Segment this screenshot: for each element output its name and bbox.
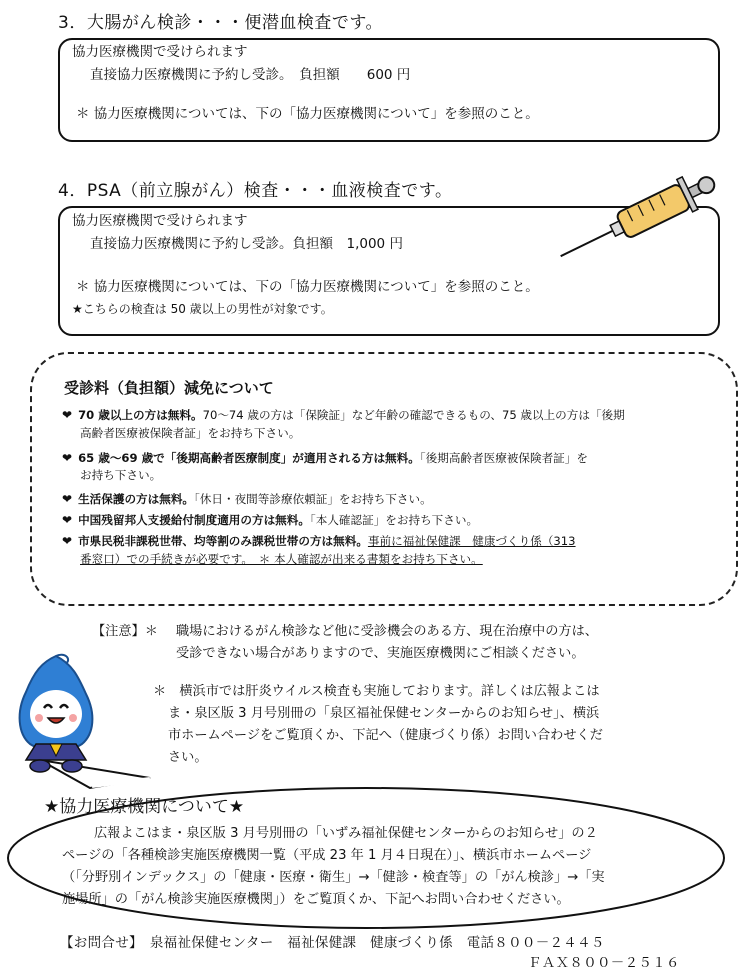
bullet-1-rest: 70～74 歳の方は「保険証」など年齢の確認できるもの、75 歳以上の方は「後期 [202, 408, 625, 422]
section4-heading: 4．PSA（前立腺がん）検査・・・血液検査です。 [58, 181, 453, 201]
section3-line2: 直接協力医療機関に予約し受診。 負担額 600 円 [90, 67, 411, 83]
bullet-5-bold: 市県民税非課税世帯、均等割のみ課税世帯の方は無料。 [78, 534, 368, 548]
heart-bullet-icon: ❤ [62, 451, 73, 465]
contact-fax: ＦＡＸ８００－２５１６ [528, 955, 680, 971]
hepatitis-line4: さい。 [168, 750, 208, 765]
notice-line2: 受診できない場合がありますので、実施医療機関にご相談ください。 [176, 646, 585, 661]
bullet-4-bold: 中国残留邦人支援給付制度適用の方は無料。 [78, 513, 310, 527]
bullet-2-continued: お持ち下さい。 [80, 468, 162, 482]
bullet-4-rest: 「本人確認証」をお持ち下さい。 [309, 513, 479, 527]
bullet-5-continued: 番窓口）での手続きが必要です。 ＊ 本人確認が出来る書類をお持ち下さい。 [80, 552, 483, 566]
section3-line1: 協力医療機関で受けられます [72, 44, 248, 60]
heart-bullet-icon: ❤ [62, 408, 73, 422]
hepatitis-line3: 市ホームページをご覧頂くか、下記へ（健康づくり係）お問い合わせくだ [168, 728, 603, 743]
section4-line3: ＊ 協力医療機関については、下の「協力医療機関について」を参照のこと。 [76, 279, 539, 295]
reduction-bullet-2 [62, 449, 588, 468]
hepatitis-line2: ま・泉区版 3 月号別冊の「泉区福祉保健センターからのお知らせ」、横浜 [168, 706, 600, 721]
section3-heading: 3．大腸がん検診・・・便潜血検査です。 [58, 13, 383, 33]
reduction-bullet-1 [62, 406, 625, 425]
bullet-1-bold: 70 歳以上の方は無料。 [78, 408, 203, 422]
mascot-icon [6, 652, 106, 780]
bullet-3-rest: 「休日・夜間等診療依頼証」をお持ち下さい。 [194, 492, 432, 506]
bullet-2-bold: 65 歳～69 歳で「後期高齢者医療制度」が適用される方は無料。 [78, 451, 420, 465]
bullet-3-bold: 生活保護の方は無料。 [78, 492, 195, 506]
bullet-1-continued: 高齢者医療被保険者証」をお持ち下さい。 [80, 426, 301, 440]
section4-line1: 協力医療機関で受けられます [72, 213, 248, 229]
heart-bullet-icon: ❤ [62, 492, 73, 506]
cooperating-title: ★協力医療機関について★ [44, 797, 245, 817]
cooperating-line1: 広報よこはま・泉区版 3 月号別冊の「いずみ福祉保健センターからのお知らせ」の２ [94, 826, 598, 841]
reduction-title: 受診料（負担額）減免について [64, 379, 274, 397]
cooperating-line2: ページの「各種検診実施医療機関一覧（平成 23 年 1 月４日現在）」、横浜市ホームページ [62, 848, 592, 863]
cooperating-line3: （「分野別インデックス」の「健康・医療・衛生」→「健診・検査等」の「がん検診」→「実 [62, 870, 605, 885]
heart-bullet-icon: ❤ [62, 534, 73, 548]
bullet-5-underlined: 事前に福祉保健課 健康づくり係（313 [367, 534, 576, 548]
reduction-bullet-4 [62, 511, 478, 530]
section3-line3: ＊ 協力医療機関については、下の「協力医療機関について」を参照のこと。 [76, 106, 539, 122]
bullet-2-rest: 「後期高齢者医療被保険者証」を [419, 451, 588, 465]
contact-line1: 【お問合せ】 泉福祉保健センター 福祉保健課 健康づくり係 電話８００－２４４５ [60, 935, 605, 951]
section4-line4: ★こちらの検査は 50 歳以上の男性が対象です。 [72, 302, 333, 316]
reduction-bullet-3 [62, 490, 432, 509]
notice-line1: 職場におけるがん検診など他に受診機会のある方、現在治療中の方は、 [176, 624, 598, 639]
notice-label: 【注意】＊ [92, 624, 158, 639]
reduction-bullet-5 [62, 532, 576, 551]
syringe-icon [548, 166, 724, 262]
heart-bullet-icon: ❤ [62, 513, 73, 527]
hepatitis-line1: ＊ 横浜市では肝炎ウイルス検査も実施しております。詳しくは広報よこは [153, 684, 600, 699]
cooperating-line4: 施場所」の「がん検診実施医療機関」）をご覧頂くか、下記へお問い合わせください。 [62, 892, 570, 907]
section4-line2: 直接協力医療機関に予約し受診。負担額 1,000 円 [90, 236, 403, 252]
